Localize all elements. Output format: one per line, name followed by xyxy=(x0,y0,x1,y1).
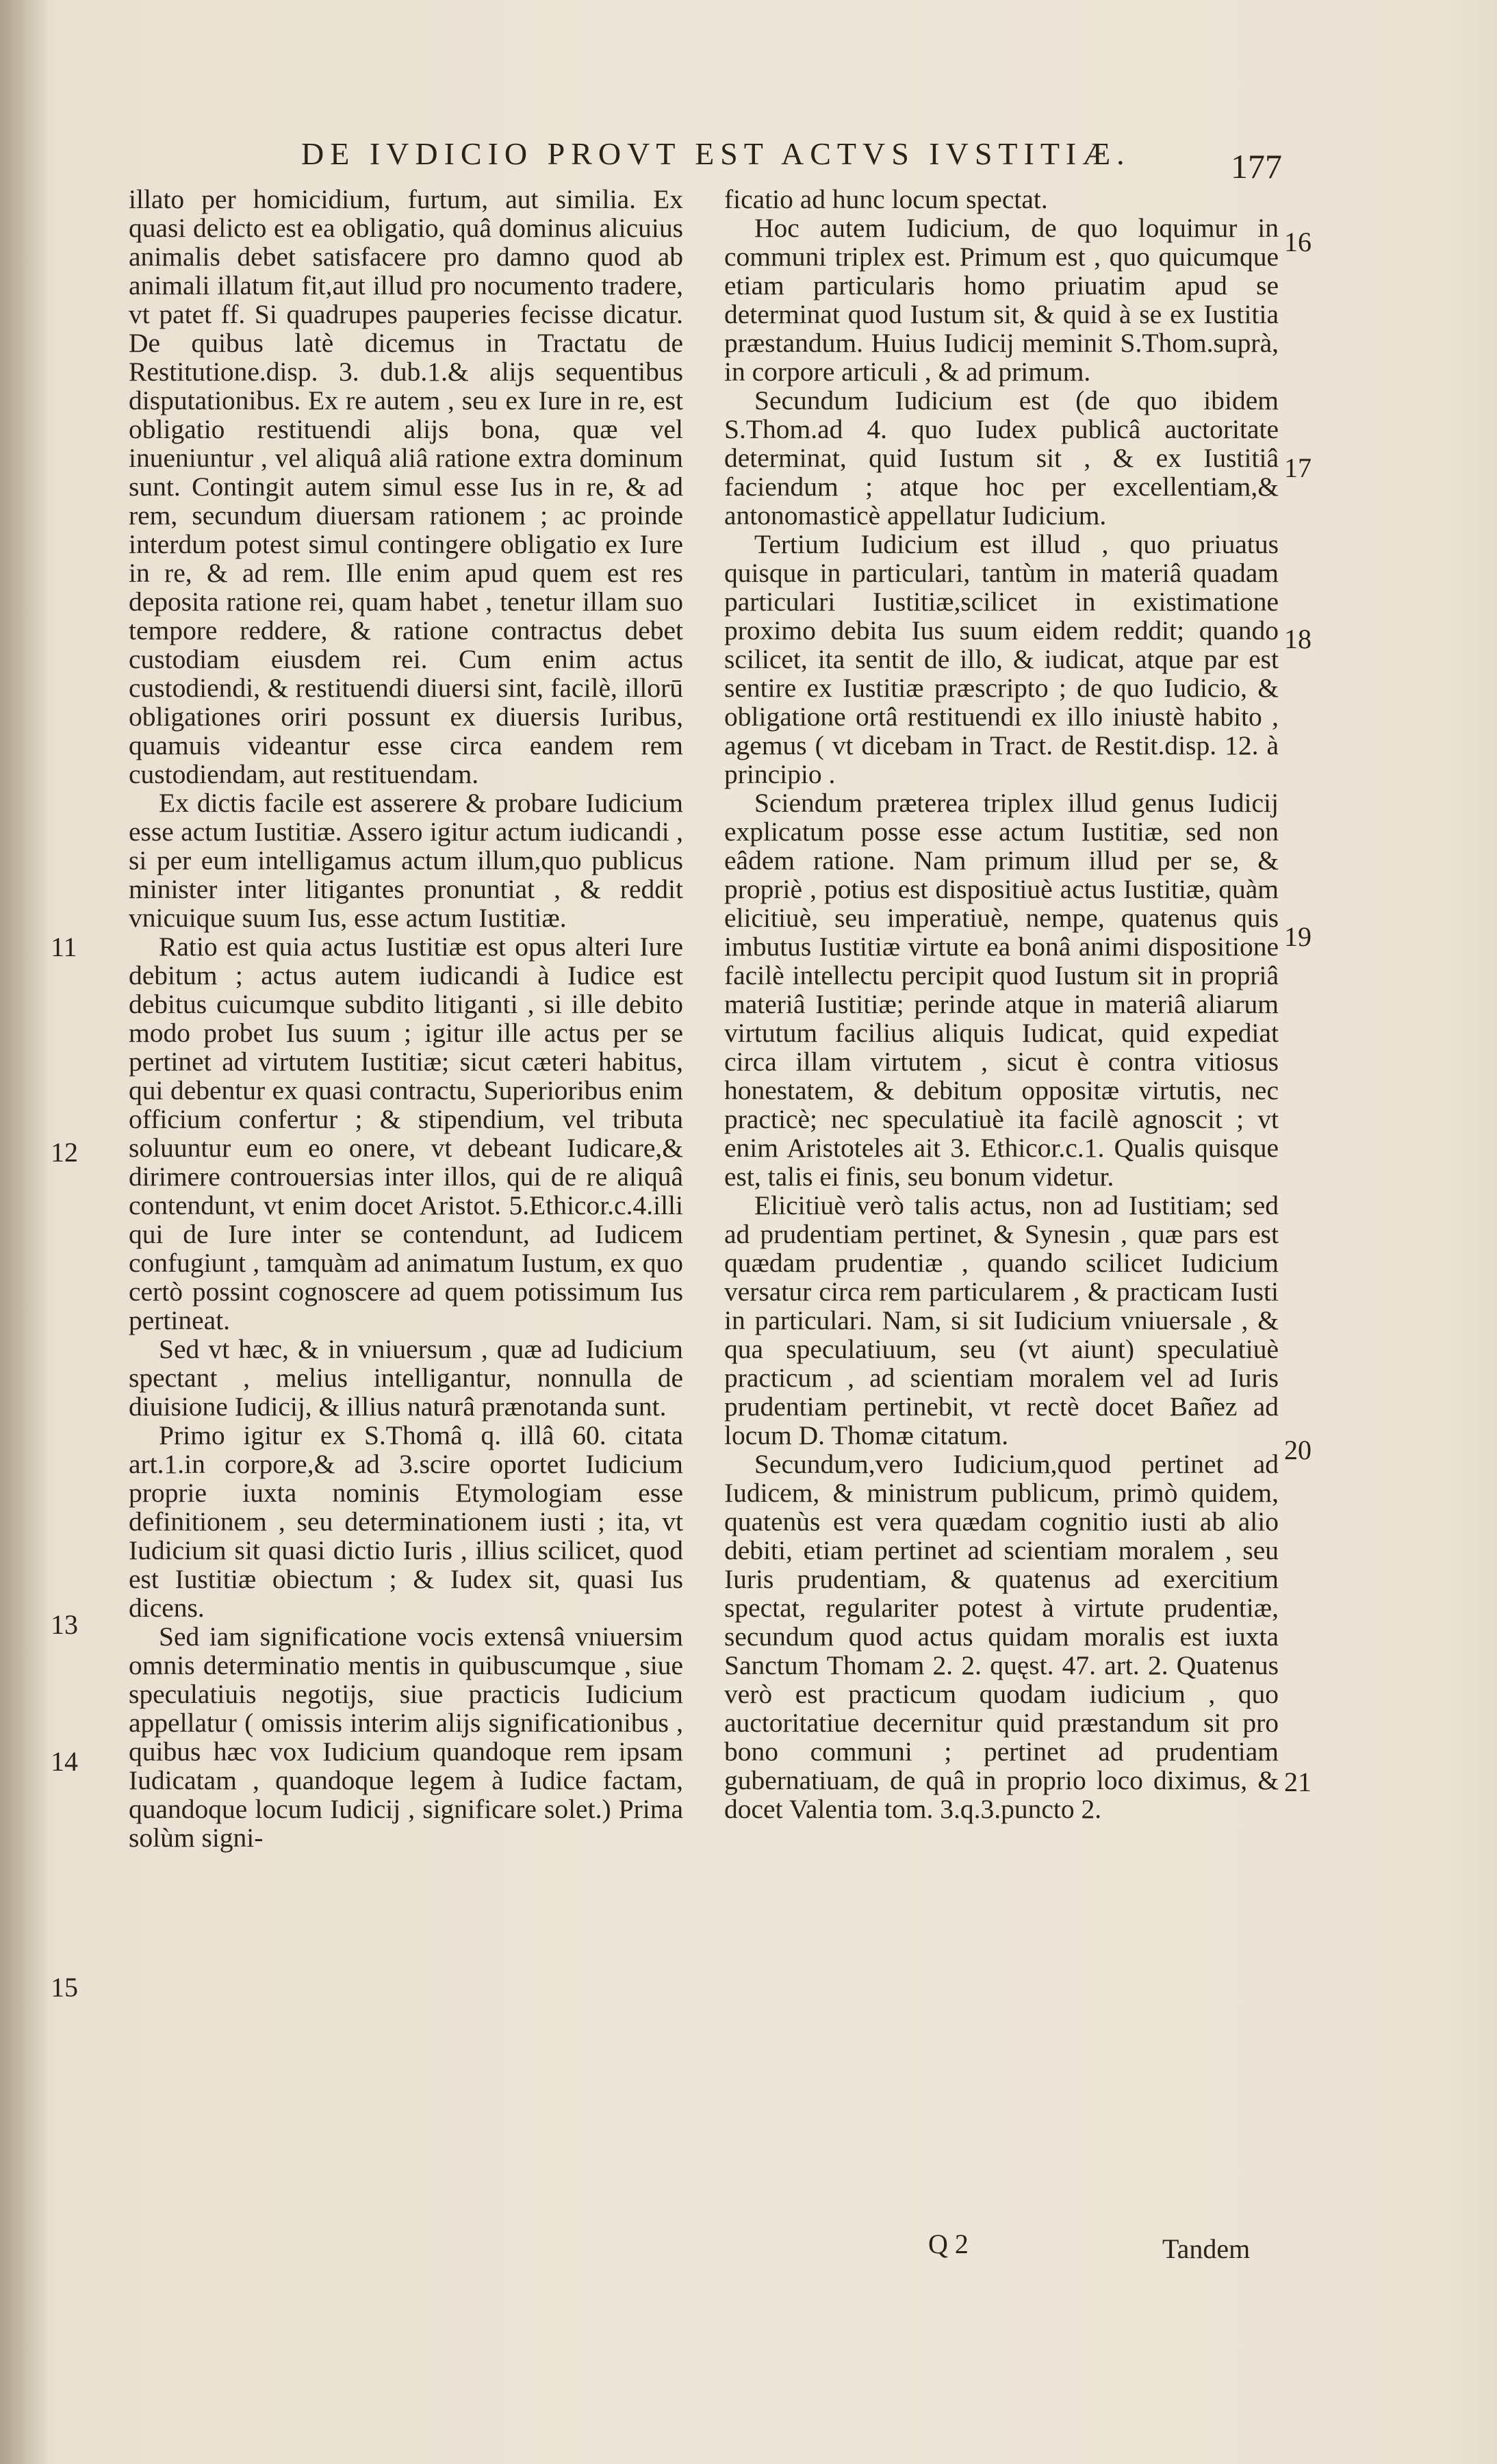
section-number: 16 xyxy=(1284,227,1312,257)
gutter-shadow xyxy=(0,0,48,2464)
paragraph: Sed vt hæc, & in vniuersum , quæ ad Iudicium spectant , melius intelligantur, nonnulla de diuisione Iudicij, & illius naturâ prænotanda sunt. xyxy=(129,1334,683,1422)
paragraph: illato per homicidium, furtum, aut similia. Ex quasi delicto est ea obligatio, quâ dominus alicuius animalis debet satisfacere pro damno quod ab animali illatum fit,aut illud pro nocumento tradere, vt patet ff. Si quadrupes pauperies fecisse dicatur. De quibus latè dicemus in Tractatu de Restitutione.disp. 3. dub.1.& alijs sequentibus disputationibus. Ex re autem , seu ex Iure in re, est obligatio restituendi alijs bona, quæ vel inueniuntur , vel aliquâ aliâ ratione extra dominum sunt. Contingit autem simul esse Ius in re, & ad rem, secundum diuersam rationem ; ac proinde interdum potest simul contingere obligatio ex Iure in re, & ad rem. Ille enim apud quem est res deposita ratione rei, quam habet , tenetur illam suo tempore reddere, & ratione contractus debet custodiam eiusdem rei. Cum enim actus custodiendi, & restituendi diuersi sint, facilè, illorū obligationes oriri possunt ex diuersis Iuribus, quamuis videantur esse circa eandem rem custodiendam, aut restituendam. xyxy=(129,184,683,789)
section-number: 12 xyxy=(51,1137,78,1168)
paragraph: Secundum,vero Iudicium,quod pertinet ad Iudicem, & ministrum publicum, primò quidem, quatenùs est vera quædam cognitio iusti ab alio debiti, etiam pertinet ad scientiam moralem , seu Iuris prudentiam, & quatenus ad exercitium spectat, regulariter potest à virtute prudentiæ, secundum quod actus quidam moralis est iuxta Sanctum Thomam 2. 2. quęst. 47. art. 2. Quatenus verò est practicum quodam iudicium , quo auctoritatiue decernitur quid præstandum sit pro bono communi ; pertinet ad prudentiam gubernatiuam, de quâ in proprio loco diximus, & docet Valentia tom. 3.q.3.puncto 2. xyxy=(724,1449,1279,1824)
paragraph: Ex dictis facile est asserere & probare Iudicium esse actum Iustitiæ. Assero igitur actum iudicandi , si per eum intelligamus actum illum,quo publicus minister inter litigantes pronuntiat , & reddit vnicuique suum Ius, esse actum Iustitiæ. xyxy=(129,788,683,933)
page-number: 177 xyxy=(1231,147,1282,185)
paragraph: Elicitiuè verò talis actus, non ad Iustitiam; sed ad prudentiam pertinet, & Synesin , quæ pars est quædam prudentiæ , quando scilicet Iudicium versatur circa rem particularem , & practicam Iusti in particulari. Nam, si sit Iudicium vniuersale , & qua speculatiuum, seu (vt aiunt) speculatiuè practicum , ad scientiam moralem vel ad Iuris prudentiam pertinebit, vt rectè docet Bañez ad locum D. Thomæ citatum. xyxy=(724,1190,1279,1450)
paragraph: Sed iam significatione vocis extensâ vniuersim omnis determinatio mentis in quibuscumque , siue speculatiuis negotijs, siue practicis Iudicium appellatur ( omissis interim alijs significationibus , quibus hæc vox Iudicium quandoque rem ipsam Iudicatam , quandoque legem à Iudice factam, quandoque locum Iudicij , significare solet.) Prima solùm signi- xyxy=(129,1621,683,1853)
catchword: Tandem xyxy=(1162,2233,1251,2264)
section-number: 20 xyxy=(1284,1435,1312,1465)
signature-mark: Q 2 xyxy=(928,2229,969,2259)
running-title: DE IVDICIO PROVT EST ACTVS IVSTITIÆ. xyxy=(301,136,1131,171)
section-number: 11 xyxy=(51,932,77,962)
section-number: 18 xyxy=(1284,624,1312,654)
section-number: 21 xyxy=(1284,1767,1312,1797)
paragraph: Ratio est quia actus Iustitiæ est opus alteri Iure debitum ; actus autem iudicandi à Iudice est debitus cuicumque subdito litiganti , si ille debito modo probet Ius suum ; igitur ille actus per se pertinet ad virtutem Iustitiæ; sicut cæteri habitus, qui debentur ex quasi contractu, Superioribus enim officium confertur ; & stipendium, vel tributa soluuntur eum eo onere, vt debeant Iudicare,& dirimere controuersias inter illos, qui de re aliquâ contendunt, vt enim docet Aristot. 5.Ethicor.c.4.illi qui de Iure inter se contendunt, ad Iudicem confugiunt , tamquàm ad animatum Iustum, ex quo certò possint cognoscere ad quem potissimum Ius pertineat. xyxy=(129,932,683,1335)
paragraph: Primo igitur ex S.Thomâ q. illâ 60. citata art.1.in corpore,& ad 3.scire oportet Iudicium proprie iuxta nominis Etymologiam esse definitionem , seu determinationem iusti ; ita, vt Iudicium sit quasi dictio Iuris , illius scilicet, quod est Iustitiæ obiectum ; & Iudex sit, quasi Ius dicens. xyxy=(129,1420,683,1623)
section-number: 17 xyxy=(1284,452,1312,483)
section-number: 13 xyxy=(51,1609,78,1640)
paragraph: Hoc autem Iudicium, de quo loquimur in communi triplex est. Primum est , quo quicumque etiam particularis homo priuatim apud se determinat quod Iustum sit, & quid à se ex Iustitia præstandum. Huius Iudicij meminit S.Thom.suprà, in corpore articuli , & ad primum. xyxy=(724,213,1279,387)
section-number: 14 xyxy=(51,1746,78,1777)
section-number: 15 xyxy=(51,1972,78,2003)
right-text-column xyxy=(724,185,1279,1823)
section-number: 19 xyxy=(1284,921,1312,952)
paragraph: Secundum Iudicium est (de quo ibidem S.Thom.ad 4. quo Iudex publicâ auctoritate determinat, quid Iustum sit , & ex Iustitiâ faciendum ; atque hoc per excellentiam,& antonomasticè appellatur Iudicium. xyxy=(724,385,1279,530)
paragraph: Sciendum præterea triplex illud genus Iudicij explicatum posse esse actum Iustitiæ, sed non eâdem ratione. Nam primum illud per se, & propriè , potius est dispositiuè actus Iustitiæ, quàm elicitiuè, seu imperatiuè, nempe, quatenus quis imbutus Iustitiæ virtute ea bonâ animi dispositione facilè intellectu percipit quod Iustum sit in propriâ materiâ Iustitiæ; perinde atque in materiâ aliarum virtutum facilius aliquis Iudicat, quid expediat circa illam virtutem , sicut è contra vitiosus honestatem, & debitum oppositæ virtutis, nec practicè; nec speculatiuè ita facilè agnoscit ; vt enim Aristoteles ait 3. Ethicor.c.1. Qualis quisque est, talis ei finis, seu bonum videtur. xyxy=(724,788,1279,1192)
paragraph: Tertium Iudicium est illud , quo priuatus quisque in particulari, tantùm in materiâ quadam particulari Iustitiæ,scilicet in existimatione proximo debita Ius suum eidem reddit; quando scilicet, ita sentit de illo, & iudicat, atque par est sentire ex Iustitiæ præscripto ; de quo Iudicio, & obligatione ortâ restituendi ex illo iniustè habito , agemus ( vt dicebam in Tract. de Restit.disp. 12. à principio . xyxy=(724,529,1279,789)
left-text-column xyxy=(129,185,683,1852)
paragraph: ficatio ad hunc locum spectat. xyxy=(724,184,1048,214)
